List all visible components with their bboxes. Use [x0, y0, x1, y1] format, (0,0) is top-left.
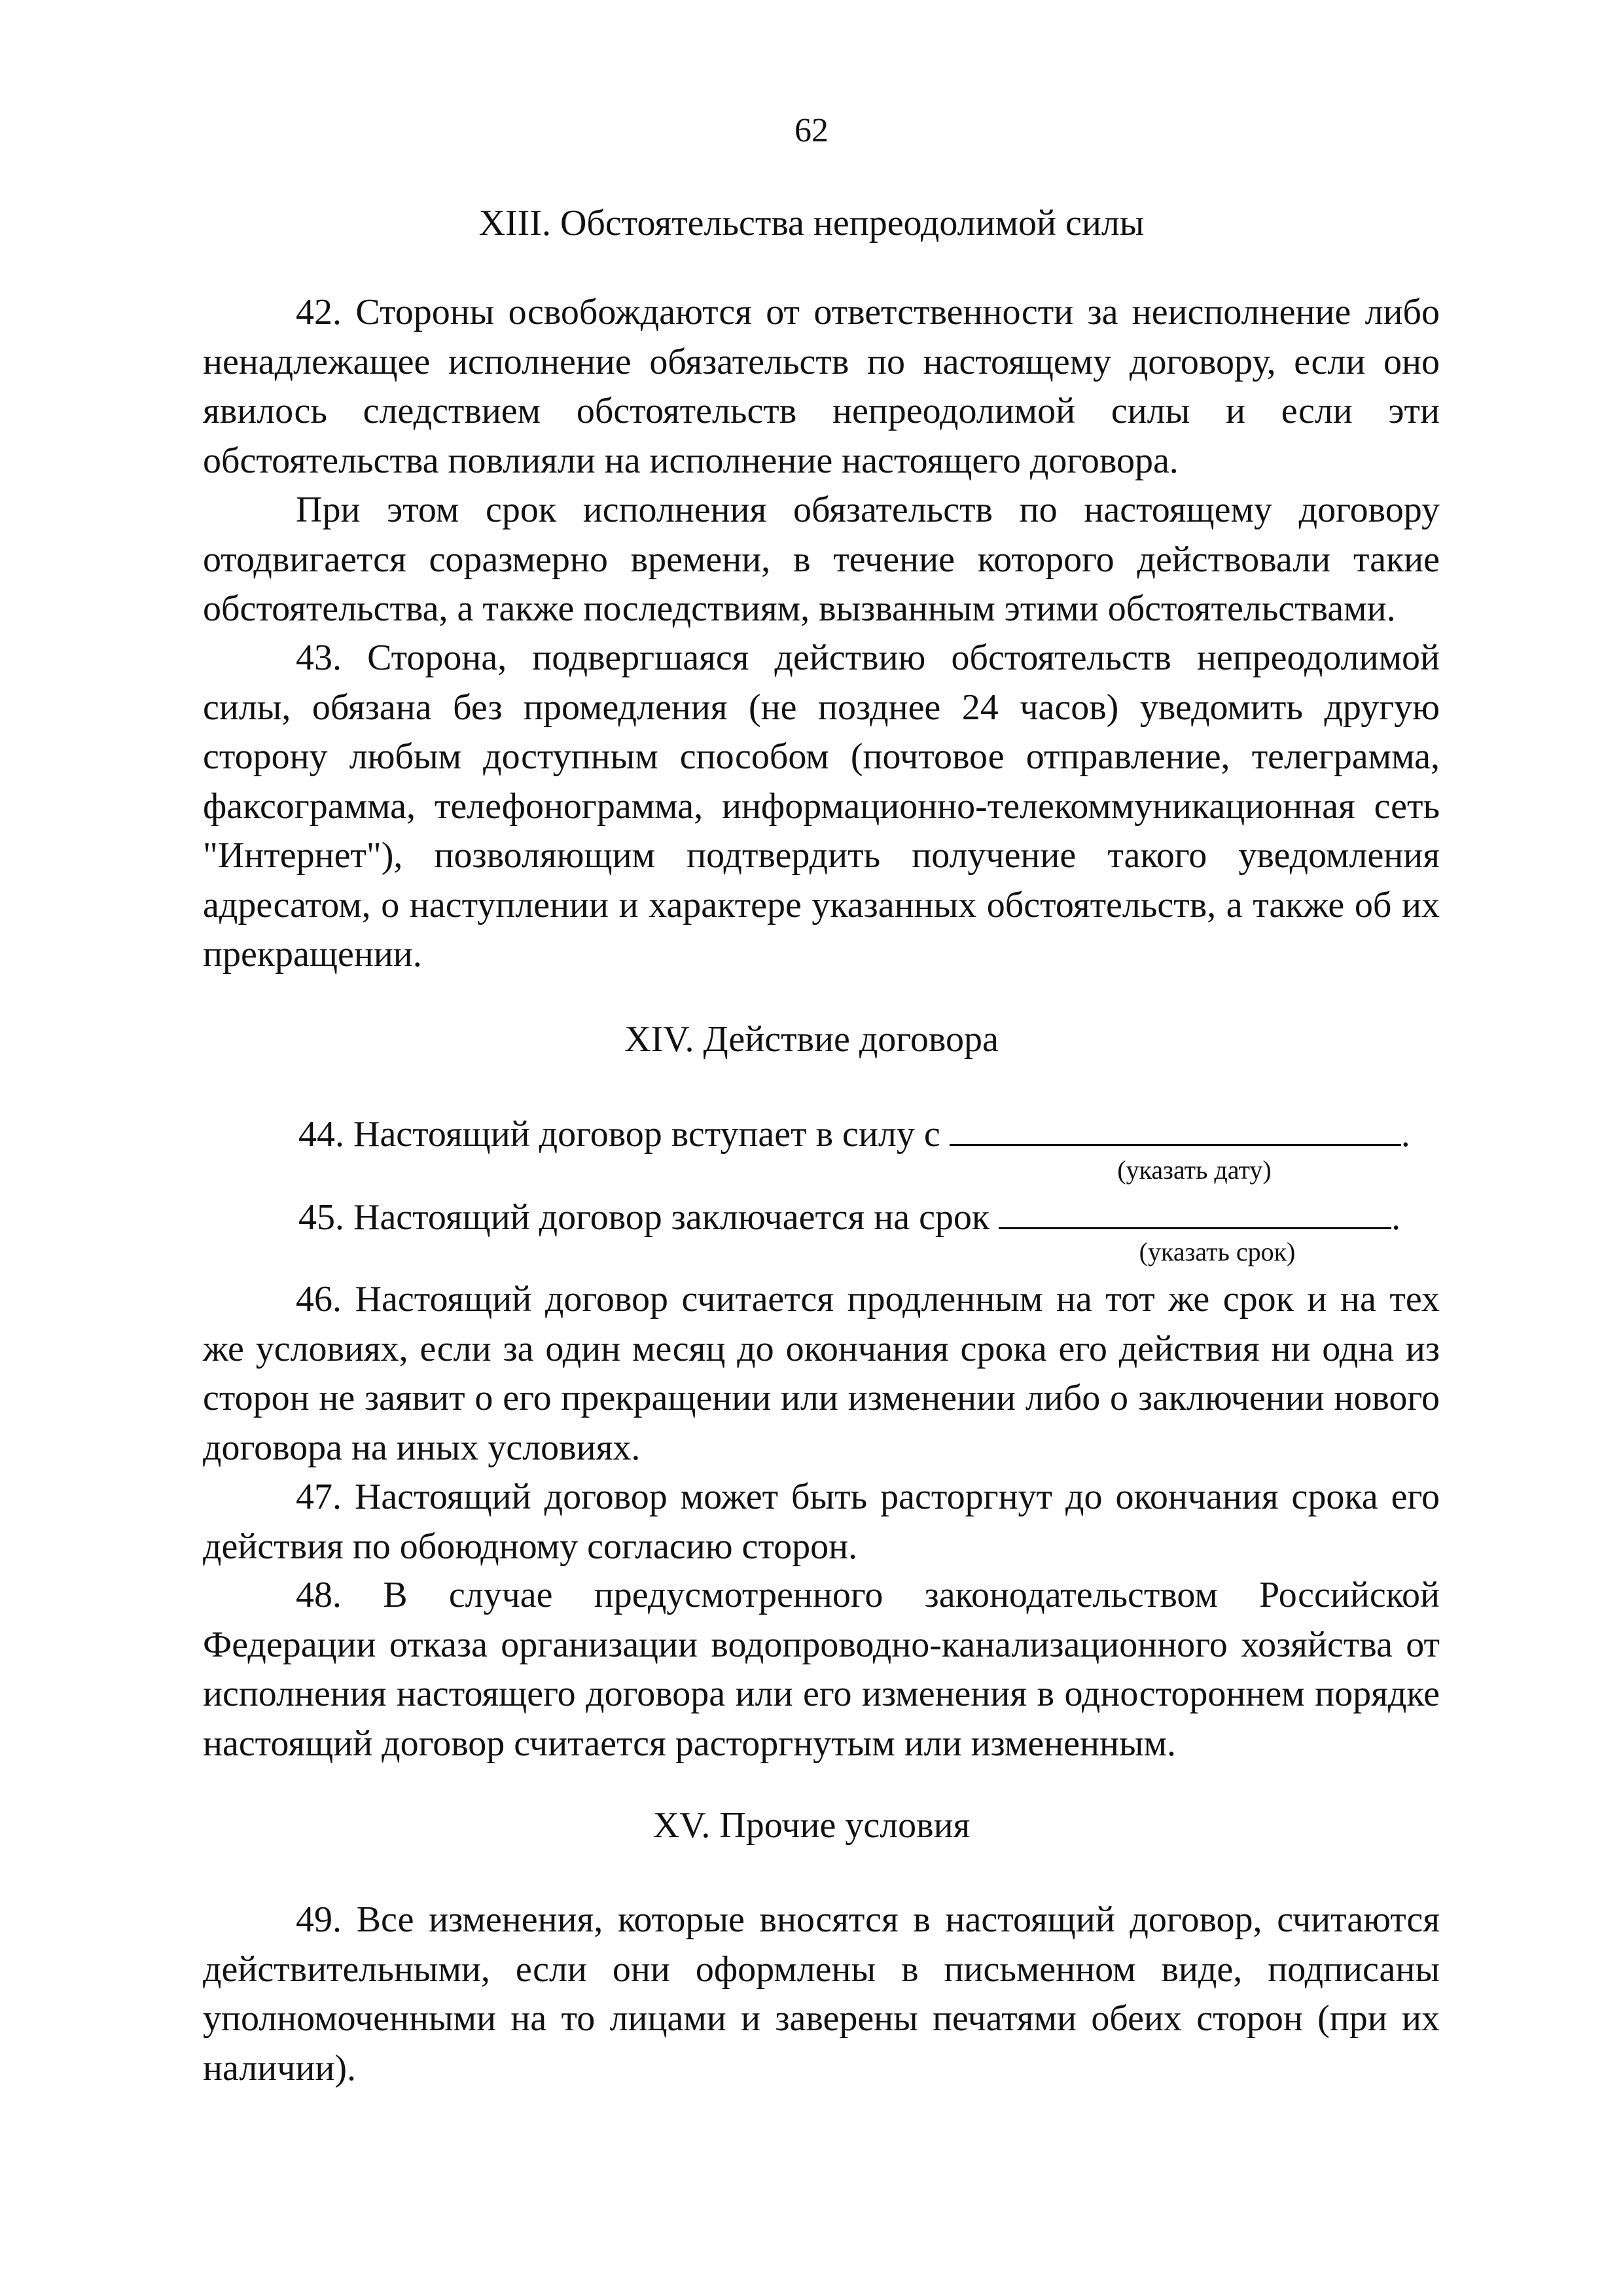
section-heading-xiv: XIV. Действие договора: [624, 1019, 999, 1060]
page-number: 62: [794, 112, 829, 149]
section-heading-xv: XV. Прочие условия: [652, 1805, 971, 1846]
paragraph-42: 42. Стороны освобождаются от ответственности за неисполнение либо ненадлежащее исполнение обязательств по настоящему договору, если оно явилось следствием обстоятельств непреодолимой силы и если эти обстоятельства повлияли на исполнение настоящего договора.: [203, 292, 1440, 481]
paragraph-47: 47. Настоящий договор может быть расторгнут до окончания срока его действия по обоюдному согласию сторон.: [203, 1477, 1440, 1567]
term-blank-field[interactable]: [999, 1193, 1391, 1229]
paragraph-49: 49. Все изменения, которые вносятся в настоящий договор, считаются действительными, если они оформлены в письменном виде, подписаны уполномоченными на то лицами и заверены печатями обеих сторон (при их наличии).: [203, 1899, 1440, 2089]
paragraph-45-text: 45. Настоящий договор заключается на срок: [298, 1197, 990, 1238]
date-hint: (указать дату): [1117, 1155, 1272, 1185]
paragraph-45-period: .: [1391, 1197, 1401, 1238]
paragraph-44: [298, 1110, 1440, 1157]
date-blank-field[interactable]: [950, 1110, 1401, 1146]
paragraph-42-continued: При этом срок исполнения обязательств по настоящему договору отодвигается соразмерно времени, в течение которого действовали такие обстоятельства, а также последствиям, вызванным этими обстоятельствами.: [203, 490, 1440, 629]
paragraph-48: 48. В случае предусмотренного законодательством Российской Федерации отказа организации водопроводно-канализационного хозяйства от исполнения настоящего договора или его изменения в одностороннем порядке настоящий договор считается расторгнутым или измененным.: [203, 1575, 1440, 1764]
paragraph-46: 46. Настоящий договор считается продленным на тот же срок и на тех же условиях, если за один месяц до окончания срока его действия ни одна из сторон не заявит о его прекращении или изменении либо о заключении нового договора на иных условиях.: [203, 1279, 1440, 1468]
section-heading-xiii: XIII. Обстоятельства непреодолимой силы: [478, 203, 1145, 243]
term-hint: (указать срок): [1139, 1237, 1296, 1266]
paragraph-45: [298, 1193, 1440, 1240]
paragraph-44-text: 44. Настоящий договор вступает в силу с: [298, 1114, 940, 1155]
paragraph-44-period: .: [1400, 1114, 1410, 1155]
paragraph-43: 43. Сторона, подвергшаяся действию обстоятельств непреодолимой силы, обязана без промедления (не позднее 24 часов) уведомить другую сторону любым доступным способом (почтовое отправление, телеграмма, факсограмма, телефонограмма, информационно-телекоммуникационная сеть "Интернет"), позволяющим подтвердить получение такого уведомления адресатом, о наступлении и характере указанных обстоятельств, а также об их прекращении.: [203, 637, 1440, 975]
